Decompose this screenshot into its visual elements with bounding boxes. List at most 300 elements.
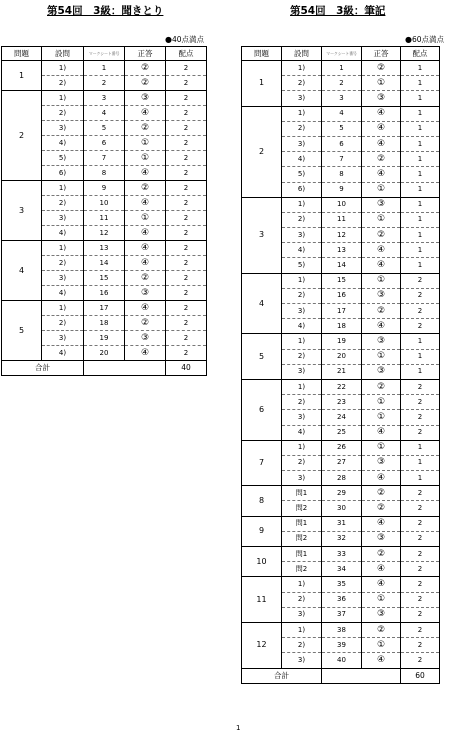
points: 1: [401, 106, 440, 121]
table-row: [2, 301, 207, 316]
correct-answer: ④: [362, 258, 401, 273]
question-label: 3): [282, 228, 322, 243]
question-label: 2): [282, 288, 322, 303]
points: 1: [401, 167, 440, 182]
points: 2: [166, 226, 207, 241]
correct-answer: ②: [125, 181, 166, 196]
correct-answer: ②: [362, 622, 401, 637]
points: 2: [166, 196, 207, 211]
problem-number: 12: [242, 622, 282, 668]
mark-number: 24: [322, 410, 362, 425]
mark-number: 3: [322, 91, 362, 106]
correct-answer: ②: [125, 316, 166, 331]
mark-number: 7: [322, 152, 362, 167]
question-label: 2): [282, 76, 322, 91]
points: 2: [401, 379, 440, 394]
header-problem: 問題: [242, 47, 282, 61]
mark-number: 33: [322, 547, 362, 562]
mark-number: 39: [322, 638, 362, 653]
correct-answer: ④: [362, 516, 401, 531]
question-label: 3): [42, 121, 84, 136]
question-label: 2): [42, 196, 84, 211]
correct-answer: ②: [362, 501, 401, 516]
correct-answer: ①: [362, 76, 401, 91]
points: 2: [166, 61, 207, 76]
question-label: 1): [282, 577, 322, 592]
points: 2: [401, 395, 440, 410]
points: 1: [401, 136, 440, 151]
writing-answer-table: [241, 46, 440, 684]
question-label: 2): [282, 121, 322, 136]
correct-answer: ④: [362, 136, 401, 151]
problem-number: 9: [242, 516, 282, 546]
points: 1: [401, 243, 440, 258]
table-row: [242, 516, 440, 531]
table-row: [242, 197, 440, 212]
mark-number: 19: [84, 331, 125, 346]
correct-answer: ①: [362, 395, 401, 410]
points: 1: [401, 349, 440, 364]
question-label: 2): [282, 349, 322, 364]
table-row: [242, 61, 440, 76]
table-row: [242, 440, 440, 455]
correct-answer: ②: [125, 271, 166, 286]
mark-number: 36: [322, 592, 362, 607]
mark-number: 29: [322, 486, 362, 501]
page-number: 1: [236, 724, 241, 732]
total-label: 合計: [242, 668, 322, 683]
correct-answer: ③: [125, 331, 166, 346]
problem-number: 11: [242, 577, 282, 623]
problem-number: 5: [242, 334, 282, 380]
table-row: [2, 61, 207, 76]
mark-number: 14: [322, 258, 362, 273]
correct-answer: ②: [125, 76, 166, 91]
header-question: 設問: [282, 47, 322, 61]
question-label: 2): [282, 638, 322, 653]
header-question: 設問: [42, 47, 84, 61]
correct-answer: ④: [362, 167, 401, 182]
correct-answer: ④: [125, 241, 166, 256]
mark-number: 6: [322, 136, 362, 151]
points: 2: [401, 622, 440, 637]
correct-answer: ③: [362, 531, 401, 546]
problem-number: 2: [2, 91, 42, 181]
correct-answer: ②: [362, 547, 401, 562]
question-label: 4): [42, 136, 84, 151]
table-row: [242, 379, 440, 394]
table-row: [242, 622, 440, 637]
correct-answer: ③: [125, 286, 166, 301]
points: 2: [166, 136, 207, 151]
question-label: 3): [42, 211, 84, 226]
points: 2: [401, 425, 440, 440]
points: 2: [166, 91, 207, 106]
question-label: 1): [42, 301, 84, 316]
correct-answer: ②: [362, 61, 401, 76]
mark-number: 3: [84, 91, 125, 106]
question-label: 2): [42, 256, 84, 271]
correct-answer: ③: [362, 364, 401, 379]
correct-answer: ④: [125, 106, 166, 121]
mark-number: 20: [322, 349, 362, 364]
question-label: 問2: [282, 562, 322, 577]
mark-number: 12: [84, 226, 125, 241]
points: 2: [166, 211, 207, 226]
mark-number: 35: [322, 577, 362, 592]
mark-number: 9: [322, 182, 362, 197]
problem-number: 1: [2, 61, 42, 91]
correct-answer: ③: [362, 607, 401, 622]
points: 2: [166, 166, 207, 181]
mark-number: 26: [322, 440, 362, 455]
question-label: 4): [282, 319, 322, 334]
correct-answer: ①: [362, 592, 401, 607]
correct-answer: ④: [125, 346, 166, 361]
mark-number: 1: [322, 61, 362, 76]
mark-number: 18: [84, 316, 125, 331]
header-mark-number: マークシート番号: [84, 47, 125, 61]
header-problem: 問題: [2, 47, 42, 61]
points: 1: [401, 197, 440, 212]
correct-answer: ②: [362, 228, 401, 243]
points: 2: [401, 547, 440, 562]
points: 2: [401, 562, 440, 577]
correct-answer: ③: [125, 91, 166, 106]
mark-number: 1: [84, 61, 125, 76]
correct-answer: ④: [362, 319, 401, 334]
correct-answer: ②: [362, 486, 401, 501]
correct-answer: ④: [362, 425, 401, 440]
mark-number: 32: [322, 531, 362, 546]
mark-number: 10: [84, 196, 125, 211]
writing-max-score-note: [405, 34, 444, 45]
correct-answer: ②: [125, 121, 166, 136]
listening-max-score-note: [165, 34, 204, 45]
question-label: 問1: [282, 547, 322, 562]
mark-number: 28: [322, 471, 362, 486]
problem-number: 1: [242, 61, 282, 107]
points: 2: [166, 181, 207, 196]
points: 1: [401, 182, 440, 197]
points: 2: [166, 331, 207, 346]
total-row: [242, 668, 440, 683]
question-label: 3): [282, 653, 322, 668]
points: 1: [401, 334, 440, 349]
points: 2: [401, 288, 440, 303]
points: 2: [166, 241, 207, 256]
correct-answer: ②: [362, 379, 401, 394]
correct-answer: ①: [362, 638, 401, 653]
question-label: 6): [282, 182, 322, 197]
table-row: [242, 334, 440, 349]
points: 1: [401, 455, 440, 470]
correct-answer: ①: [125, 136, 166, 151]
mark-number: 16: [322, 288, 362, 303]
mark-number: 13: [84, 241, 125, 256]
points: 2: [166, 346, 207, 361]
correct-answer: ④: [125, 301, 166, 316]
header-mark-number: マークシート番号: [322, 47, 362, 61]
correct-answer: ④: [362, 562, 401, 577]
correct-answer: ④: [125, 226, 166, 241]
table-row: [2, 241, 207, 256]
question-label: 3): [282, 607, 322, 622]
points: 2: [401, 653, 440, 668]
mark-number: 37: [322, 607, 362, 622]
mark-number: 8: [322, 167, 362, 182]
header-points: 配点: [401, 47, 440, 61]
mark-number: 17: [322, 304, 362, 319]
total-label: 合計: [2, 361, 84, 376]
table-row: [242, 273, 440, 288]
problem-number: 7: [242, 440, 282, 486]
question-label: 4): [282, 152, 322, 167]
table-row: [2, 91, 207, 106]
points: 2: [166, 256, 207, 271]
listening-title: 第54回 3級：聞きとり: [47, 5, 164, 17]
points: 2: [401, 516, 440, 531]
correct-answer: ①: [125, 151, 166, 166]
points: 2: [401, 638, 440, 653]
points: 2: [166, 286, 207, 301]
points: 2: [401, 501, 440, 516]
correct-answer: ①: [362, 212, 401, 227]
mark-number: 25: [322, 425, 362, 440]
correct-answer: ③: [362, 197, 401, 212]
question-label: 4): [42, 226, 84, 241]
total-value: 40: [166, 361, 207, 376]
points: 1: [401, 228, 440, 243]
question-label: 3): [282, 91, 322, 106]
mark-number: 9: [84, 181, 125, 196]
question-label: 問2: [282, 531, 322, 546]
mark-number: 21: [322, 364, 362, 379]
correct-answer: ①: [362, 440, 401, 455]
question-label: 1): [42, 241, 84, 256]
mark-number: 4: [84, 106, 125, 121]
correct-answer: ②: [362, 304, 401, 319]
points: 1: [401, 364, 440, 379]
correct-answer: ④: [362, 106, 401, 121]
question-label: 3): [42, 331, 84, 346]
question-label: 5): [282, 258, 322, 273]
mark-number: 5: [322, 121, 362, 136]
correct-answer: ①: [362, 349, 401, 364]
points: 2: [401, 273, 440, 288]
question-label: 2): [42, 76, 84, 91]
correct-answer: ①: [362, 182, 401, 197]
correct-answer: ④: [362, 471, 401, 486]
mark-number: 23: [322, 395, 362, 410]
correct-answer: ①: [362, 410, 401, 425]
points: 1: [401, 212, 440, 227]
question-label: 1): [42, 61, 84, 76]
mark-number: 40: [322, 653, 362, 668]
points: 2: [401, 592, 440, 607]
mark-number: 2: [322, 76, 362, 91]
table-row: [242, 577, 440, 592]
correct-answer: ③: [362, 455, 401, 470]
points: 2: [166, 121, 207, 136]
correct-answer: ①: [362, 273, 401, 288]
question-label: 1): [282, 197, 322, 212]
question-label: 問2: [282, 501, 322, 516]
question-label: 4): [282, 243, 322, 258]
problem-number: 4: [2, 241, 42, 301]
question-label: 5): [42, 151, 84, 166]
writing-title: 第54回 3級：筆記: [290, 5, 386, 17]
mark-number: 15: [84, 271, 125, 286]
mark-number: 2: [84, 76, 125, 91]
correct-answer: ②: [125, 61, 166, 76]
correct-answer: ①: [125, 211, 166, 226]
problem-number: 2: [242, 106, 282, 197]
correct-answer: ④: [125, 166, 166, 181]
question-label: 3): [282, 471, 322, 486]
table-row: [242, 106, 440, 121]
problem-number: 3: [242, 197, 282, 273]
question-label: 1): [42, 181, 84, 196]
mark-number: 6: [84, 136, 125, 151]
points: 2: [401, 607, 440, 622]
correct-answer: ④: [125, 256, 166, 271]
mark-number: 15: [322, 273, 362, 288]
points: 2: [166, 151, 207, 166]
mark-number: 14: [84, 256, 125, 271]
question-label: 1): [282, 622, 322, 637]
total-value: 60: [401, 668, 440, 683]
question-label: 2): [282, 455, 322, 470]
table-row: [242, 486, 440, 501]
points: 2: [166, 76, 207, 91]
mark-number: 13: [322, 243, 362, 258]
header-answer: 正答: [362, 47, 401, 61]
problem-number: 8: [242, 486, 282, 516]
question-label: 2): [282, 592, 322, 607]
correct-answer: ④: [125, 196, 166, 211]
question-label: 3): [282, 304, 322, 319]
table-row: [242, 547, 440, 562]
mark-number: 18: [322, 319, 362, 334]
question-label: 1): [282, 61, 322, 76]
mark-number: 22: [322, 379, 362, 394]
correct-answer: ④: [362, 577, 401, 592]
question-label: 4): [42, 346, 84, 361]
question-label: 2): [282, 395, 322, 410]
writing-max-score-text: 60点満点: [411, 35, 445, 44]
points: 2: [166, 316, 207, 331]
mark-number: 10: [322, 197, 362, 212]
problem-number: 6: [242, 379, 282, 440]
total-empty-cell: [84, 361, 166, 376]
question-label: 1): [282, 334, 322, 349]
correct-answer: ④: [362, 121, 401, 136]
total-empty-cell: [322, 668, 401, 683]
mark-number: 16: [84, 286, 125, 301]
correct-answer: ④: [362, 653, 401, 668]
problem-number: 5: [2, 301, 42, 361]
question-label: 問1: [282, 486, 322, 501]
points: 2: [401, 531, 440, 546]
question-label: 3): [282, 364, 322, 379]
question-label: 3): [282, 136, 322, 151]
mark-number: 34: [322, 562, 362, 577]
question-label: 1): [282, 273, 322, 288]
points: 2: [401, 319, 440, 334]
mark-number: 11: [84, 211, 125, 226]
mark-number: 17: [84, 301, 125, 316]
question-label: 1): [282, 379, 322, 394]
points: 2: [166, 301, 207, 316]
question-label: 4): [42, 286, 84, 301]
points: 1: [401, 440, 440, 455]
correct-answer: ②: [362, 152, 401, 167]
question-label: 問1: [282, 516, 322, 531]
question-label: 4): [282, 425, 322, 440]
points: 1: [401, 258, 440, 273]
question-label: 5): [282, 167, 322, 182]
points: 2: [166, 271, 207, 286]
problem-number: 10: [242, 547, 282, 577]
points: 2: [401, 486, 440, 501]
mark-number: 31: [322, 516, 362, 531]
correct-answer: ③: [362, 288, 401, 303]
mark-number: 5: [84, 121, 125, 136]
bullet-icon: ●: [405, 35, 412, 44]
correct-answer: ③: [362, 334, 401, 349]
points: 2: [401, 577, 440, 592]
mark-number: 8: [84, 166, 125, 181]
problem-number: 3: [2, 181, 42, 241]
mark-number: 38: [322, 622, 362, 637]
points: 1: [401, 152, 440, 167]
question-label: 3): [42, 271, 84, 286]
question-label: 3): [282, 410, 322, 425]
mark-number: 30: [322, 501, 362, 516]
header-answer: 正答: [125, 47, 166, 61]
mark-number: 7: [84, 151, 125, 166]
bullet-icon: ●: [165, 35, 172, 44]
points: 1: [401, 121, 440, 136]
points: 2: [401, 410, 440, 425]
question-label: 2): [42, 106, 84, 121]
points: 2: [401, 304, 440, 319]
question-label: 1): [282, 106, 322, 121]
question-label: 1): [42, 91, 84, 106]
mark-number: 11: [322, 212, 362, 227]
correct-answer: ④: [362, 243, 401, 258]
question-label: 2): [282, 212, 322, 227]
points: 1: [401, 61, 440, 76]
mark-number: 19: [322, 334, 362, 349]
question-label: 6): [42, 166, 84, 181]
mark-number: 12: [322, 228, 362, 243]
total-row: [2, 361, 207, 376]
listening-answer-table: [1, 46, 207, 376]
listening-max-score-text: 40点満点: [171, 35, 205, 44]
header-points: 配点: [166, 47, 207, 61]
mark-number: 20: [84, 346, 125, 361]
question-label: 2): [42, 316, 84, 331]
points: 1: [401, 91, 440, 106]
correct-answer: ③: [362, 91, 401, 106]
points: 1: [401, 471, 440, 486]
points: 1: [401, 76, 440, 91]
points: 2: [166, 106, 207, 121]
problem-number: 4: [242, 273, 282, 334]
question-label: 1): [282, 440, 322, 455]
